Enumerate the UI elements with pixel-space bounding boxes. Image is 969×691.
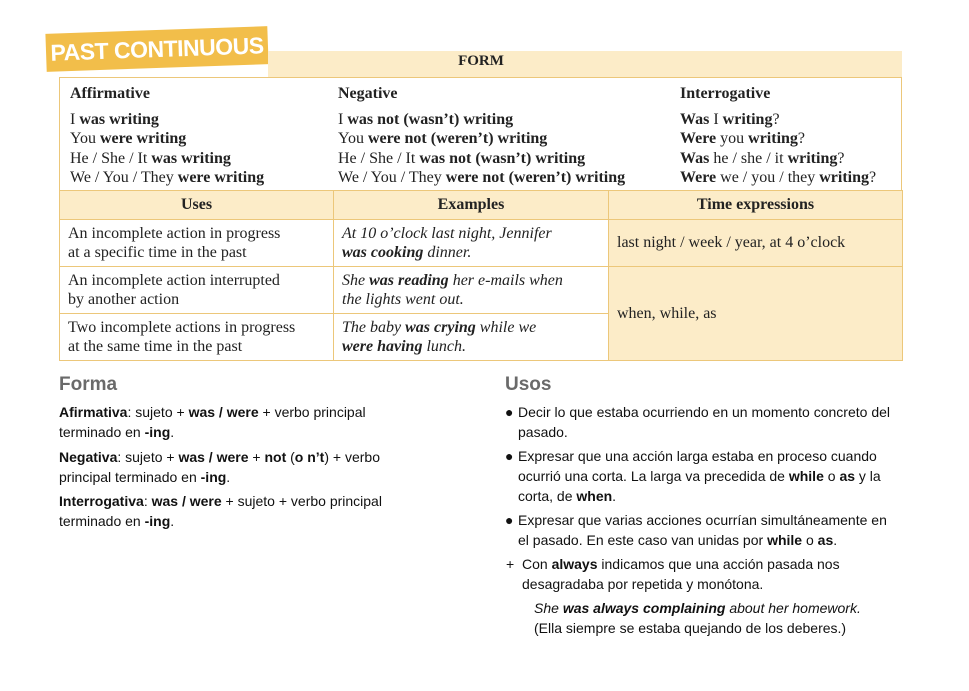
uses-table: [59, 190, 903, 361]
uses-header: Uses: [60, 191, 334, 220]
page-title: PAST CONTINUOUS: [50, 31, 264, 66]
affirmative-line: He / She / It was writing: [70, 149, 231, 167]
affirmative-header: Affirmative: [70, 85, 150, 102]
negative-line: We / You / They were not (weren’t) writing: [338, 169, 626, 187]
plus-icon: +: [506, 556, 515, 572]
bullet-icon: ●: [505, 512, 514, 528]
time-expression-cell: when, while, as: [609, 267, 903, 361]
usos-heading: Usos: [505, 374, 552, 395]
interrogative-header: Interrogative: [680, 85, 771, 102]
affirmative-column: [70, 84, 264, 188]
example-cell: The baby was crying while we were having lunch.: [334, 314, 609, 361]
negative-line: You were not (weren’t) writing: [338, 130, 548, 148]
usos-item: ● Decir lo que estaba ocurriendo en un momento concreto del pasado.: [505, 404, 890, 440]
bullet-icon: ●: [505, 448, 514, 464]
table-row: [60, 267, 903, 314]
forma-afirmativa: Afirmativa: sujeto + was / were + verbo principal terminado en -ing.: [59, 404, 366, 440]
forma-heading: Forma: [59, 374, 118, 395]
uses-table-header: [60, 191, 903, 220]
negative-header: Negative: [338, 85, 398, 102]
negative-line: He / She / It was not (wasn’t) writing: [338, 149, 586, 167]
interrogative-column: [680, 84, 876, 188]
usos-example: She was always complaining about her homework. (Ella siempre se estaba quejando de los deberes.): [534, 600, 861, 636]
usos-item: ● Expresar que varias acciones ocurrían simultáneamente en el pasado. En este caso van unidas por while o as.: [505, 512, 887, 548]
use-cell: An incomplete action interrupted by another action: [60, 267, 334, 314]
form-box: [59, 77, 902, 190]
example-cell: At 10 o’clock last night, Jennifer was cooking dinner.: [334, 220, 609, 267]
forma-negativa: Negativa: sujeto + was / were + not (o n’t) + verbo principal terminado en -ing.: [59, 449, 380, 485]
interrogative-line: Was I writing?: [680, 110, 780, 128]
forma-interrogativa: Interrogativa: was / were + sujeto + verbo principal terminado en -ing.: [59, 493, 382, 529]
examples-header: Examples: [334, 191, 609, 220]
interrogative-line: Were we / you / they writing?: [680, 169, 877, 187]
use-cell: Two incomplete actions in progress at the same time in the past: [60, 314, 334, 361]
affirmative-line: We / You / They were writing: [70, 169, 265, 187]
negative-line: I was not (wasn’t) writing: [338, 110, 514, 128]
form-label: FORM: [458, 53, 504, 69]
negative-column: [338, 84, 625, 188]
interrogative-line: Were you writing?: [680, 130, 806, 148]
interrogative-line: Was he / she / it writing?: [680, 149, 845, 167]
use-cell: An incomplete action in progress at a specific time in the past: [60, 220, 334, 267]
usos-item: ● Expresar que una acción larga estaba en proceso cuando ocurrió una corta. La larga va precedida de while o as y la corta, de when.: [505, 448, 881, 504]
affirmative-line: You were writing: [70, 130, 187, 148]
bullet-icon: ●: [505, 404, 514, 420]
affirmative-line: I was writing: [70, 110, 159, 128]
time-expression-cell: last night / week / year, at 4 o’clock: [609, 220, 903, 267]
time-expressions-header: Time expressions: [609, 191, 903, 220]
table-row: [60, 220, 903, 267]
example-cell: She was reading her e-mails when the lights went out.: [334, 267, 609, 314]
usos-always-note: + Con always indicamos que una acción pasada nos desagradaba por repetida y monótona.: [506, 556, 840, 592]
